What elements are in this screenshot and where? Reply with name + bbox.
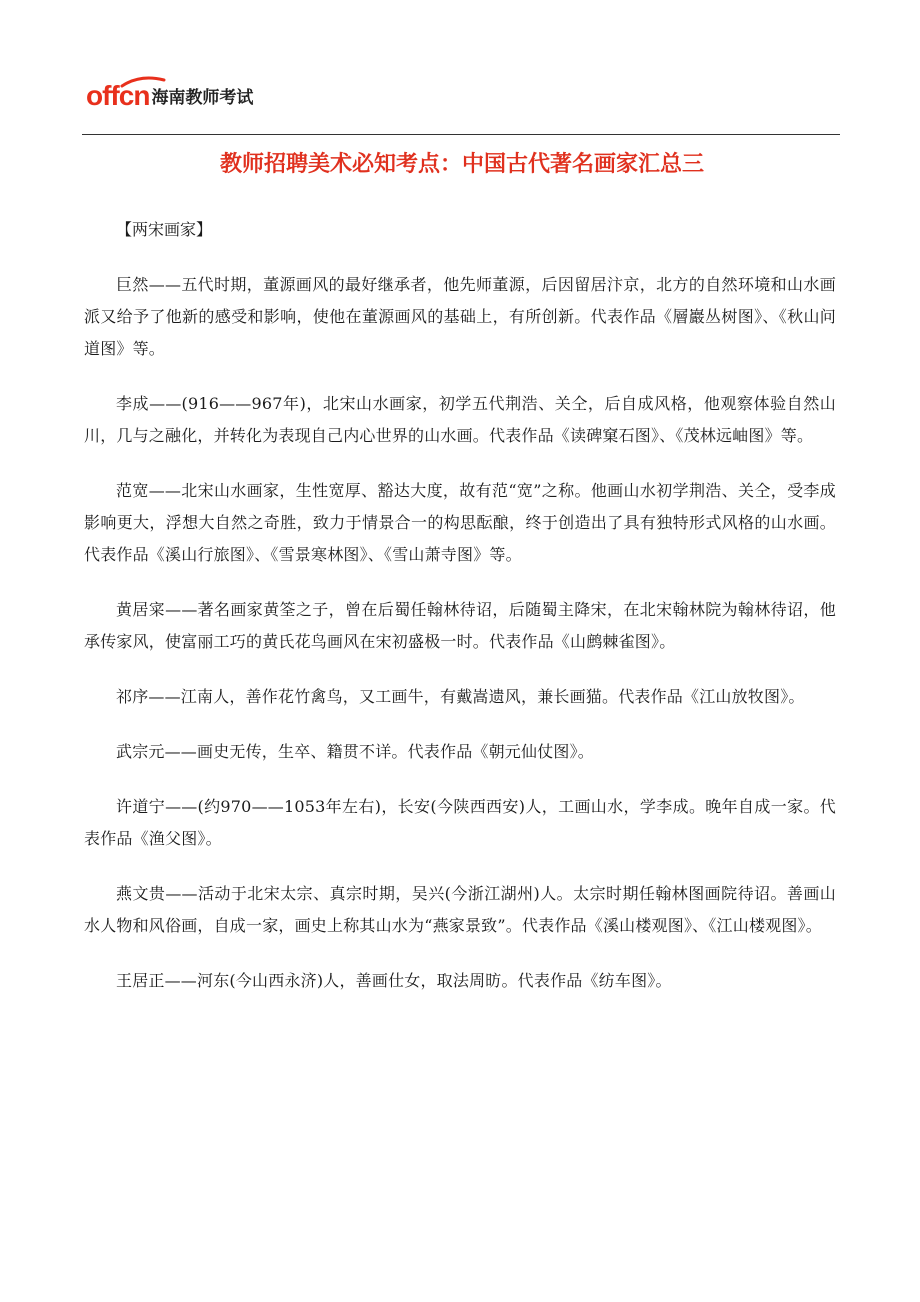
paragraph-licheng: 李成——(916——967年)，北宋山水画家，初学五代荆浩、关仝，后自成风格，他观察体验自然山川，几与之融化，并转化为表现自己内心世界的山水画。代表作品《读碑窠石图》、《茂林远岫图》等。 bbox=[84, 394, 836, 445]
logo-mark: offcn bbox=[86, 80, 150, 111]
offcn-logo bbox=[86, 82, 253, 110]
paragraph-wangjuzheng: 王居正——河东(今山西永济)人，善画仕女，取法周昉。代表作品《纺车图》。 bbox=[116, 971, 672, 990]
header-divider bbox=[82, 134, 840, 135]
paragraph-yanwengui: 燕文贵——活动于北宋太宗、真宗时期，吴兴(今浙江湖州)人。太宗时期任翰林图画院待诏。善画山水人物和风俗画，自成一家，画史上称其山水为“燕家景致”。代表作品《溪山楼观图》、《江山楼观图》。 bbox=[84, 884, 836, 935]
paragraph-qixu: 祁序——江南人，善作花竹禽鸟，又工画牛，有戴嵩遗风，兼长画猫。代表作品《江山放牧图》。 bbox=[116, 687, 805, 706]
page-header bbox=[82, 76, 842, 136]
paragraph-huangjucai: 黄居寀——著名画家黄筌之子，曾在后蜀任翰林待诏，后随蜀主降宋，在北宋翰林院为翰林待诏，他承传家风，使富丽工巧的黄氏花鸟画风在宋初盛极一时。代表作品《山鹧棘雀图》。 bbox=[84, 600, 836, 651]
paragraph-fankuan: 范宽——北宋山水画家，生性宽厚、豁达大度，故有范“宽”之称。他画山水初学荆浩、关仝，受李成影响更大，浮想大自然之奇胜，致力于情景合一的构思酝酿，终于创造出了具有独特形式风格的山水画。代表作品《溪山行旅图》、《雪景寒林图》、《雪山萧寺图》等。 bbox=[84, 481, 836, 564]
document-body bbox=[84, 214, 836, 1020]
logo-swoosh-icon bbox=[120, 76, 166, 88]
logo-text: 海南教师考试 bbox=[151, 88, 254, 108]
paragraph-xudaoning: 许道宁——(约970——1053年左右)，长安(今陕西西安)人，工画山水，学李成。晚年自成一家。代表作品《渔父图》。 bbox=[84, 797, 836, 848]
paragraph-wuzongyuan: 武宗元——画史无传，生卒、籍贯不详。代表作品《朝元仙仗图》。 bbox=[116, 742, 595, 761]
section-heading: 【两宋画家】 bbox=[116, 220, 213, 239]
document-title: 教师招聘美术必知考点：中国古代著名画家汇总三 bbox=[219, 152, 704, 177]
paragraph-juran: 巨然——五代时期，董源画风的最好继承者，他先师董源，后因留居汴京，北方的自然环境和山水画派又给予了他新的感受和影响，使他在董源画风的基础上，有所创新。代表作品《層巖丛树图》、《秋山问道图》等。 bbox=[84, 275, 836, 358]
